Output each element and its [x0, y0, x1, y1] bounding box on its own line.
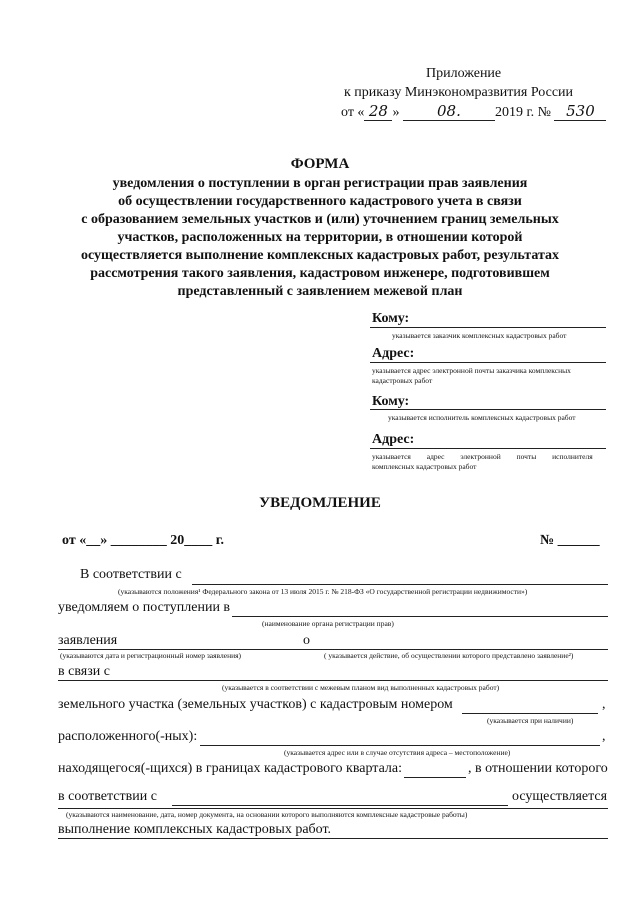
- fill-line-9: [58, 838, 608, 839]
- executor-address-hint: указывается адрес электронной почты исполнителя: [372, 452, 593, 461]
- executor-to-hint: указывается исполнитель комплексных кадастровых работ: [388, 413, 576, 422]
- recipient-to-line: [370, 327, 606, 328]
- form-title-line: осуществляется выполнение комплексных кадастровых работ, результатах: [80, 248, 560, 263]
- hint-5: (указывается при наличии): [487, 716, 574, 725]
- hint-4: (указывается в соответствии с межевым планом вид выполненных кадастровых работ): [222, 683, 500, 692]
- appendix-label: Приложение: [426, 66, 502, 81]
- recipient-address-hint: указывается адрес электронной почты заказчика комплексных: [372, 366, 571, 375]
- fill-line-8a: [172, 805, 508, 806]
- hint-8: (указываются наименование, дата, номер документа, на основании которого выполняются комплексные кадастровые работы): [66, 810, 468, 819]
- body-line-5: земельного участка (земельных участков) с кадастровым номером: [58, 697, 453, 712]
- handwritten-month: 08.: [403, 102, 495, 121]
- executor-address-line: [370, 448, 606, 449]
- form-title-line: уведомления о поступлении в орган регистрации прав заявления: [112, 176, 528, 191]
- body-line-6: расположенного(-ных):: [58, 729, 198, 744]
- fill-line-6: [200, 745, 600, 746]
- body-line-7a: находящегося(-щихся) в границах кадастрового квартала:: [58, 761, 403, 776]
- comma-5: ,: [602, 697, 606, 712]
- body-line-4: в связи с: [58, 664, 110, 679]
- fill-line-7: [404, 777, 466, 778]
- recipient-address-line: [370, 362, 606, 363]
- fill-line-4: [58, 680, 608, 681]
- order-date-line: от « 28 » 08. 2019 г. № 530: [341, 102, 606, 121]
- form-title-line: представленный с заявлением межевой план: [177, 284, 463, 299]
- executor-address-label: Адрес:: [372, 432, 415, 447]
- form-title-line: участков, расположенных на территории, в отношении которой: [117, 230, 523, 245]
- fill-line-8: [58, 808, 608, 809]
- body-line-3a: заявления: [58, 633, 118, 648]
- form-title-line: рассмотрения такого заявления, кадастровом инженере, подготовившем: [90, 266, 550, 281]
- hint-1: (указываются положения¹ Федерального закона от 13 июля 2015 г. № 218-ФЗ «О государственной регистрации недвижимости»): [118, 587, 528, 596]
- form-title-line: об осуществлении государственного кадастрового учета в связи: [118, 194, 522, 209]
- notice-number: № ______: [540, 533, 600, 548]
- hint-6: (указывается адрес или в случае отсутствия адреса – местоположение): [284, 748, 511, 757]
- executor-to-label: Кому:: [372, 394, 410, 409]
- hint-3a: (указываются дата и регистрационный номер заявления): [60, 651, 242, 660]
- body-line-9: выполнение комплексных кадастровых работ.: [58, 822, 332, 837]
- fill-line-1: [192, 584, 608, 585]
- recipient-to-hint: указывается заказчик комплексных кадастровых работ: [392, 331, 567, 340]
- fill-line-5: [462, 713, 598, 714]
- body-line-3b: о: [303, 633, 310, 648]
- order-reference: к приказу Минэкономразвития России: [344, 85, 574, 100]
- body-line-8b: осуществляется: [512, 789, 608, 804]
- form-heading: ФОРМА: [290, 156, 350, 172]
- comma-6: ,: [602, 729, 606, 744]
- hint-2: (наименование органа регистрации прав): [262, 619, 394, 628]
- fill-line-2: [232, 616, 608, 617]
- form-title-line: с образованием земельных участков и (или) уточнением границ земельных: [81, 212, 559, 227]
- handwritten-day: 28: [364, 102, 392, 121]
- executor-to-line: [370, 409, 606, 410]
- handwritten-number: 530: [554, 102, 606, 121]
- body-line-8a: в соответствии с: [58, 789, 157, 804]
- recipient-address-hint: кадастровых работ: [372, 376, 433, 385]
- fill-line-3: [58, 649, 608, 650]
- recipient-address-label: Адрес:: [372, 346, 415, 361]
- executor-address-hint: комплексных кадастровых работ: [372, 462, 477, 471]
- notice-date: от «__» ________ 20____ г.: [62, 533, 224, 548]
- recipient-to-label: Кому:: [372, 311, 410, 326]
- body-line-2: уведомляем о поступлении в: [58, 600, 231, 615]
- body-line-1: В соответствии с: [80, 567, 182, 582]
- body-line-7b: , в отношении которого: [468, 761, 608, 776]
- hint-3b: ( указывается действие, об осуществлении которого представлено заявление²): [324, 651, 574, 660]
- notice-title: УВЕДОМЛЕНИЕ: [259, 495, 381, 511]
